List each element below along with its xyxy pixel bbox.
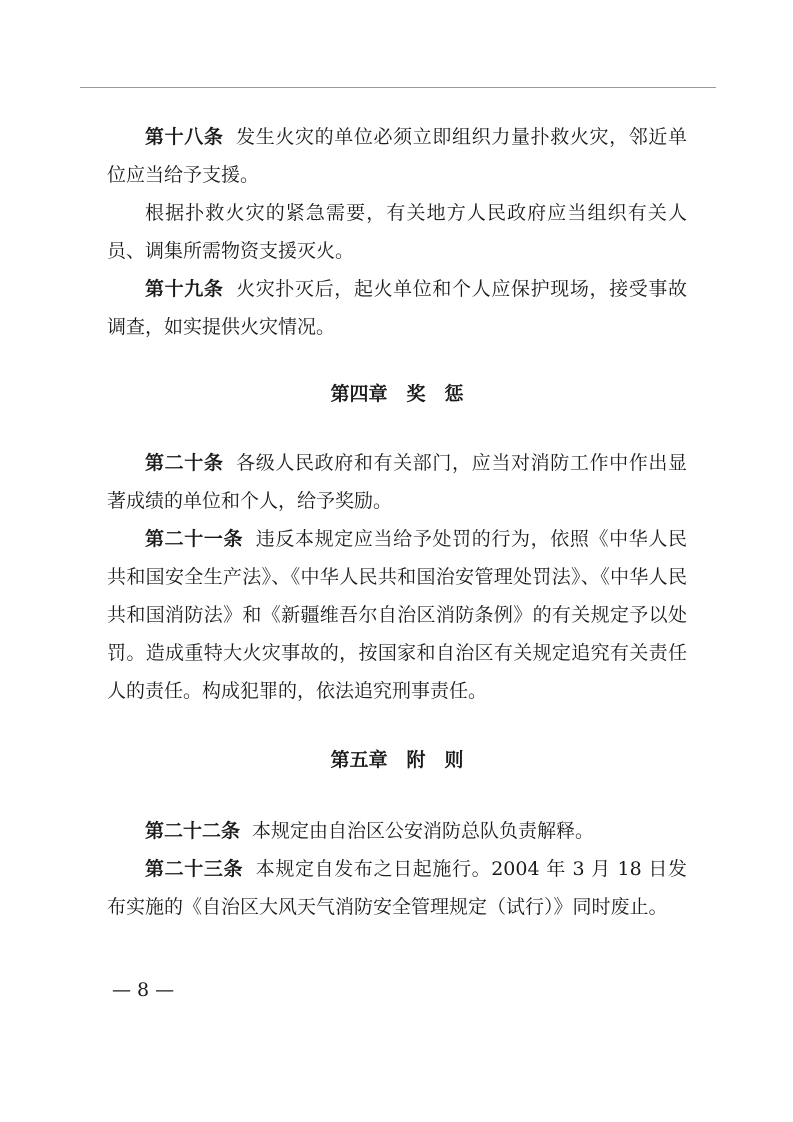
- article-text: 火灾扑灭后，起火单位和个人应保护现场，接受事故调查，如实提供火灾情况。: [107, 278, 687, 338]
- article-21: [107, 520, 687, 710]
- article-text: 本规定自发布之日起施行。2004 年 3 月 18 日发布实施的《自治区大风天气消防安全管理规定（试行）》同时废止。: [107, 858, 687, 918]
- article-number: 第十八条: [145, 126, 224, 148]
- article-number: 第二十二条: [145, 820, 241, 842]
- article-23: [107, 850, 687, 926]
- article-number: 第二十一条: [145, 528, 244, 550]
- chapter-4-heading: 第四章 奖 惩: [330, 383, 464, 405]
- article-text: 发生火灾的单位必须立即组织力量扑救火灾，邻近单位应当给予支援。: [107, 126, 687, 186]
- article-text: 本规定由自治区公安消防总队负责解释。: [252, 820, 595, 842]
- article-text: 违反本规定应当给予处罚的行为，依照《中华人民共和国安全生产法》、《中华人民共和国治安管理处罚法》、《中华人民共和国消防法》和《新疆维吾尔自治区消防条例》的有关规定予以处罚。造成重特大火灾事故的，按国家和自治区有关规定追究有关责任人的责任。构成犯罪的，依法追究刑事责任。: [107, 528, 687, 702]
- article-text: 根据扑救火灾的紧急需要，有关地方人民政府应当组织有关人员、调集所需物资支援灭火。: [107, 202, 687, 262]
- article-list-chapter-4: [107, 444, 687, 710]
- page-number: — 8 —: [112, 979, 175, 1001]
- article-20: [107, 444, 687, 520]
- article-list-chapter-5: [107, 812, 687, 926]
- article-number: 第二十条: [145, 452, 224, 474]
- article-18: [107, 118, 687, 194]
- article-19: [107, 270, 687, 346]
- article-text: 各级人民政府和有关部门，应当对消防工作中作出显著成绩的单位和个人，给予奖励。: [107, 452, 687, 512]
- header-rule: [80, 87, 716, 88]
- article-22: [107, 812, 687, 850]
- document-body: [107, 118, 687, 926]
- article-18-para-2: [107, 194, 687, 270]
- article-number: 第二十三条: [145, 858, 244, 880]
- article-number: 第十九条: [145, 278, 224, 300]
- chapter-5-heading: 第五章 附 则: [330, 749, 464, 771]
- article-list-top: [107, 118, 687, 346]
